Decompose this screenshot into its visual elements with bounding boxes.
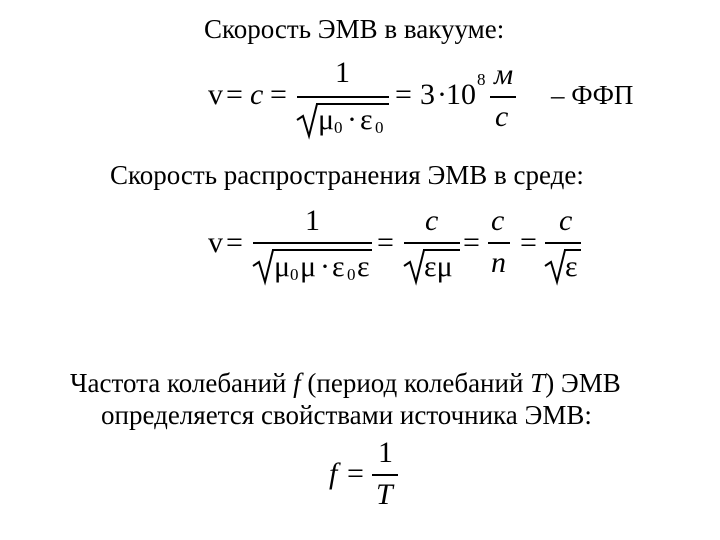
eq1-ten: 10 xyxy=(446,78,476,111)
eq1-dot2: · xyxy=(437,78,447,111)
eq2-eq2: = xyxy=(377,226,394,259)
eq1-dot: · xyxy=(347,103,357,136)
eq1-unit-bar xyxy=(490,96,516,98)
eq3-numerator: 1 xyxy=(378,436,393,469)
eq1-eq2: = xyxy=(270,78,287,111)
eq2-fraction3-bar xyxy=(488,242,510,244)
eq1-unit-den: с xyxy=(495,100,509,133)
heading-medium: Скорость распространения ЭМВ в среде: xyxy=(110,160,584,190)
paragraph-line2: определяется свойствами источника ЭМВ: xyxy=(101,400,592,430)
eq1-eq1: = xyxy=(226,78,243,111)
eq2-mu: μ xyxy=(274,250,291,283)
para-f: f xyxy=(293,368,301,398)
eq2-rad2: εμ xyxy=(424,250,453,283)
eq2-fraction2-bar xyxy=(404,242,460,244)
eq1-eps-sub: 0 xyxy=(375,118,384,137)
para-T: T xyxy=(530,368,546,398)
eq2-c3: c xyxy=(559,204,573,237)
eq2-sqrt-icon xyxy=(253,248,273,284)
eq2-eq1: = xyxy=(226,226,243,259)
eq1-mu: μ xyxy=(318,103,335,136)
eq2-eq4: = xyxy=(520,226,537,259)
heading-vacuum: Скорость ЭМВ в вакууме: xyxy=(204,14,505,44)
eq2-mu-sub: 0 xyxy=(290,265,299,284)
paragraph-line1 xyxy=(70,368,621,399)
eq2-v: v xyxy=(208,226,223,259)
eq2-c2: c xyxy=(491,204,505,237)
eq1-exp: 8 xyxy=(477,70,486,89)
ffp-label: – ФФП xyxy=(551,80,634,110)
eq1-mu-sub: 0 xyxy=(334,118,343,137)
eq1-v: v xyxy=(208,78,223,111)
eq2-n: n xyxy=(491,246,506,279)
eq1-eq3: = xyxy=(395,78,412,111)
eq2-sqrt3-icon xyxy=(545,248,565,284)
eq2-rad3: ε xyxy=(565,250,578,283)
eq2-eps-sub: 0 xyxy=(347,265,356,284)
eq1-sqrt-icon xyxy=(297,102,317,138)
eq2-dot: · xyxy=(320,250,330,283)
eq2-fraction-bar xyxy=(253,242,372,244)
eq3-eq: = xyxy=(347,457,364,490)
eq2-c1: c xyxy=(425,204,439,237)
eq1-three: 3 xyxy=(420,78,435,111)
para-text-c: ) ЭМВ xyxy=(545,368,621,398)
eq1-fraction-bar xyxy=(297,96,389,98)
para-text-b: (период колебаний xyxy=(300,368,531,398)
eq2-sqrt2-icon xyxy=(404,248,424,284)
eq3-fraction-bar xyxy=(372,474,398,476)
eq1-eps: ε xyxy=(360,103,373,136)
eq1-numerator: 1 xyxy=(335,56,350,89)
eq2-eps2: ε xyxy=(357,250,370,283)
eq1-c: c xyxy=(250,78,264,111)
eq2-eq3: = xyxy=(463,226,480,259)
eq3-T: T xyxy=(376,478,393,511)
eq3-f: f xyxy=(329,457,338,490)
eq1-unit-num: м xyxy=(494,58,514,91)
eq2-mu2: μ xyxy=(300,250,317,283)
para-text-a: Частота колебаний xyxy=(70,368,294,398)
eq2-fraction4-bar xyxy=(545,242,581,244)
eq2-numerator: 1 xyxy=(305,204,320,237)
eq2-eps: ε xyxy=(332,250,345,283)
